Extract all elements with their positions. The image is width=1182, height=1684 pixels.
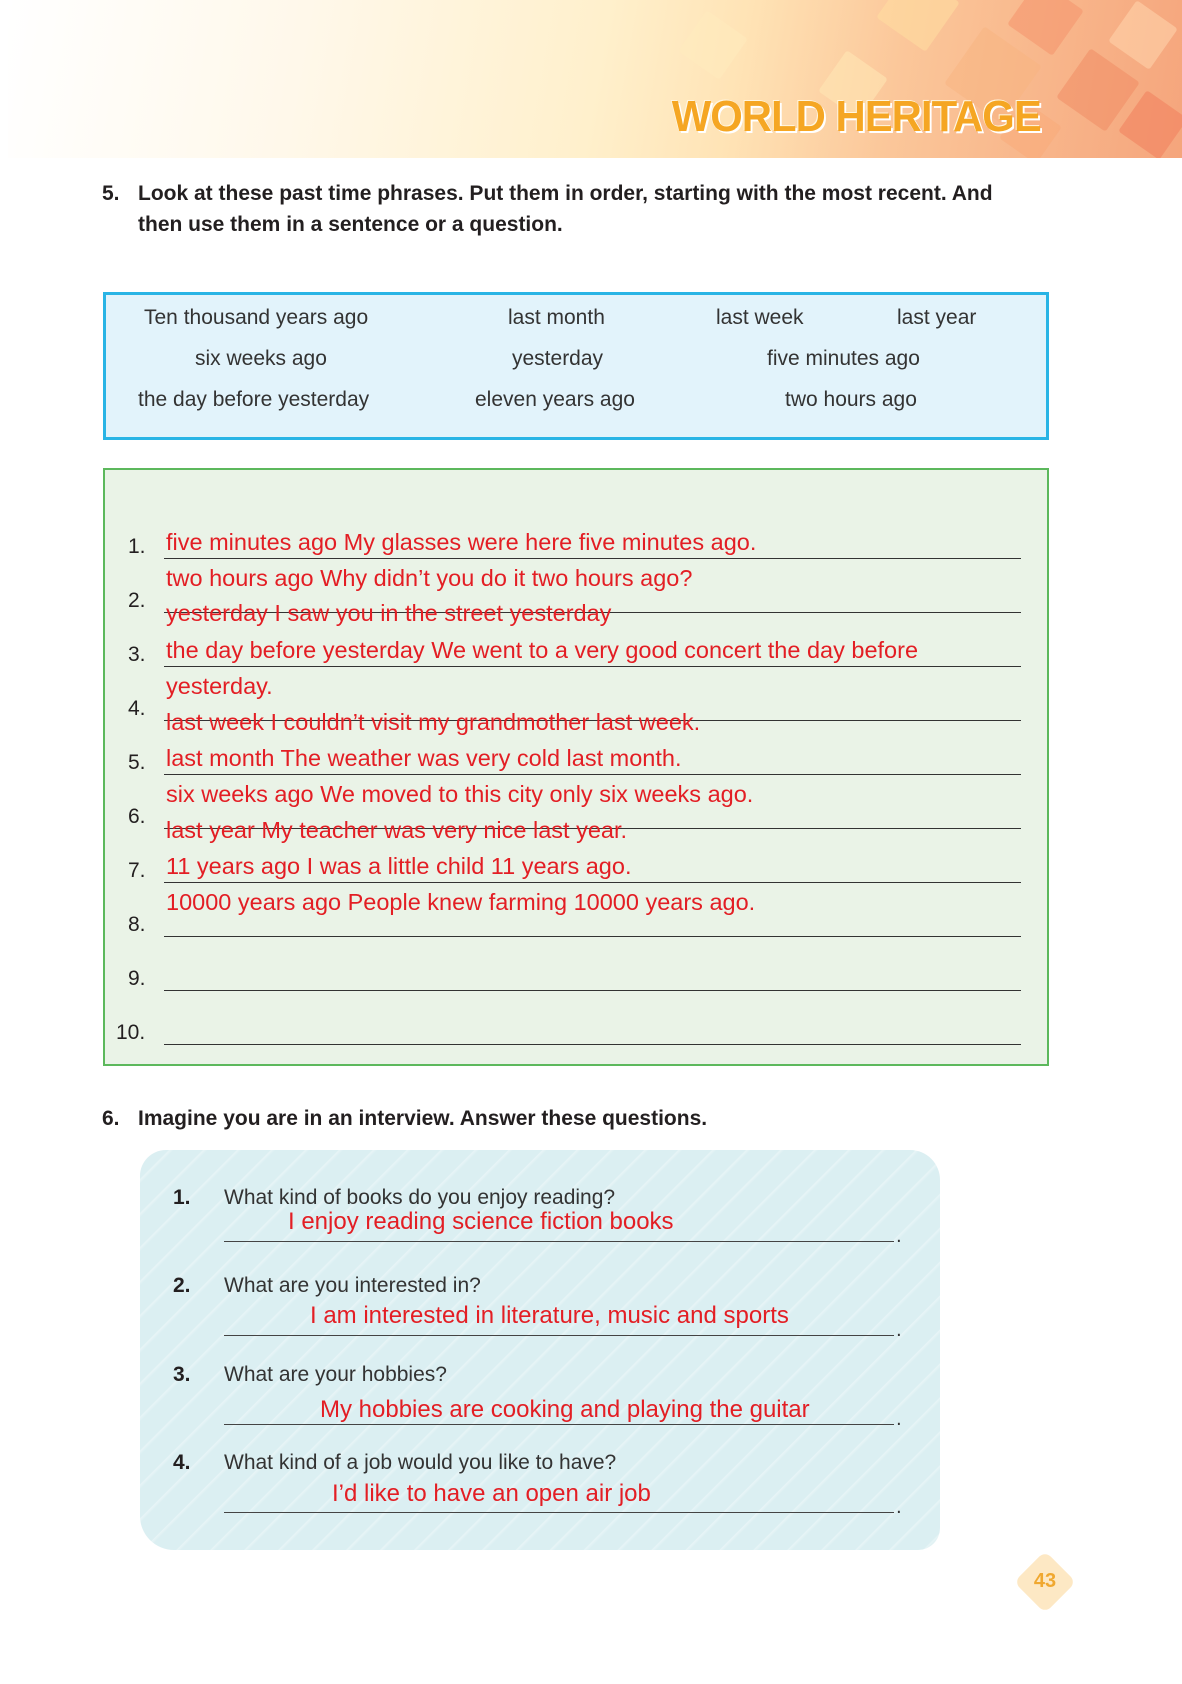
question-number: 2. [173,1274,191,1297]
line-number: 7. [128,859,146,882]
handwritten-answer: last week I couldn’t visit my grandmother last week. [166,709,701,735]
handwritten-answer: two hours ago Why didn’t you do it two hours ago? [166,565,693,591]
answer-line-8[interactable] [164,936,1021,937]
answer-line-9[interactable] [164,990,1021,991]
phrase: eleven years ago [475,388,635,411]
question-text: What are your hobbies? [224,1363,447,1386]
answer-line[interactable] [224,1241,894,1242]
line-number: 2. [128,589,146,612]
instruction-text: Imagine you are in an interview. Answer these questions. [138,1107,708,1130]
line-number: 10. [116,1021,146,1044]
question-number: 3. [173,1363,191,1386]
answer-line-1[interactable] [164,558,1021,559]
handwritten-answer: yesterday I saw you in the street yesterday [166,600,612,626]
phrase: last year [897,306,977,329]
handwritten-answer: last year My teacher was very nice last year. [166,817,628,843]
unit-title: WORLD HERITAGE [671,92,1041,141]
handwritten-answer: I’d like to have an open air job [332,1480,651,1507]
line-number: 1. [128,535,146,558]
line-number: 6. [128,805,146,828]
exercise-number: 6. [102,1107,120,1130]
phrase: last week [716,306,804,329]
line-number: 8. [128,913,146,936]
handwritten-answer: last month The weather was very cold last month. [166,745,682,771]
line-end-period: . [896,1497,902,1518]
exercise-5-instruction [102,178,1062,240]
page-number: 43 [1033,1570,1057,1592]
phrase: Ten thousand years ago [144,306,369,329]
phrase: six weeks ago [195,347,327,370]
line-number: 5. [128,751,146,774]
phrase: two hours ago [785,388,917,411]
handwritten-answer: My hobbies are cooking and playing the guitar [320,1396,810,1423]
exercise-6-instruction [102,1103,1002,1134]
line-end-period: . [896,1409,902,1430]
handwritten-answer: six weeks ago We moved to this city only six weeks ago. [166,781,754,807]
handwritten-answer: five minutes ago My glasses were here five minutes ago. [166,529,757,555]
question-number: 4. [173,1451,191,1474]
line-number: 4. [128,697,146,720]
question-text: What kind of a job would you like to have? [224,1451,617,1474]
handwritten-answer: the day before yesterday We went to a very good concert the day before [166,637,919,663]
instruction-line-1: Look at these past time phrases. Put them in order, starting with the most recent. And [138,182,993,205]
answer-line-5[interactable] [164,774,1021,775]
answer-line-10[interactable] [164,1044,1021,1045]
line-number: 9. [128,967,146,990]
line-number: 3. [128,643,146,666]
handwritten-answer: 10000 years ago People knew farming 10000 years ago. [166,889,756,915]
answer-line[interactable] [224,1424,894,1425]
phrase: the day before yesterday [138,388,370,411]
handwritten-answer: I enjoy reading science fiction books [288,1208,674,1235]
line-end-period: . [896,1320,902,1341]
question-text: What kind of books do you enjoy reading? [224,1186,616,1209]
phrase: yesterday [512,347,604,370]
line-end-period: . [896,1226,902,1247]
question-text: What are you interested in? [224,1274,481,1297]
handwritten-answer: I am interested in literature, music and sports [310,1302,789,1329]
phrase: five minutes ago [767,347,920,370]
question-number: 1. [173,1186,191,1209]
handwritten-answer: 11 years ago I was a little child 11 years ago. [166,853,632,879]
answer-line[interactable] [224,1512,894,1513]
answer-line[interactable] [224,1335,894,1336]
instruction-line-2: then use them in a sentence or a question. [138,213,563,236]
handwritten-answer: yesterday. [166,673,273,699]
answer-line-3[interactable] [164,666,1021,667]
phrase: last month [508,306,605,329]
answer-line-7[interactable] [164,882,1021,883]
exercise-number: 5. [102,182,120,205]
